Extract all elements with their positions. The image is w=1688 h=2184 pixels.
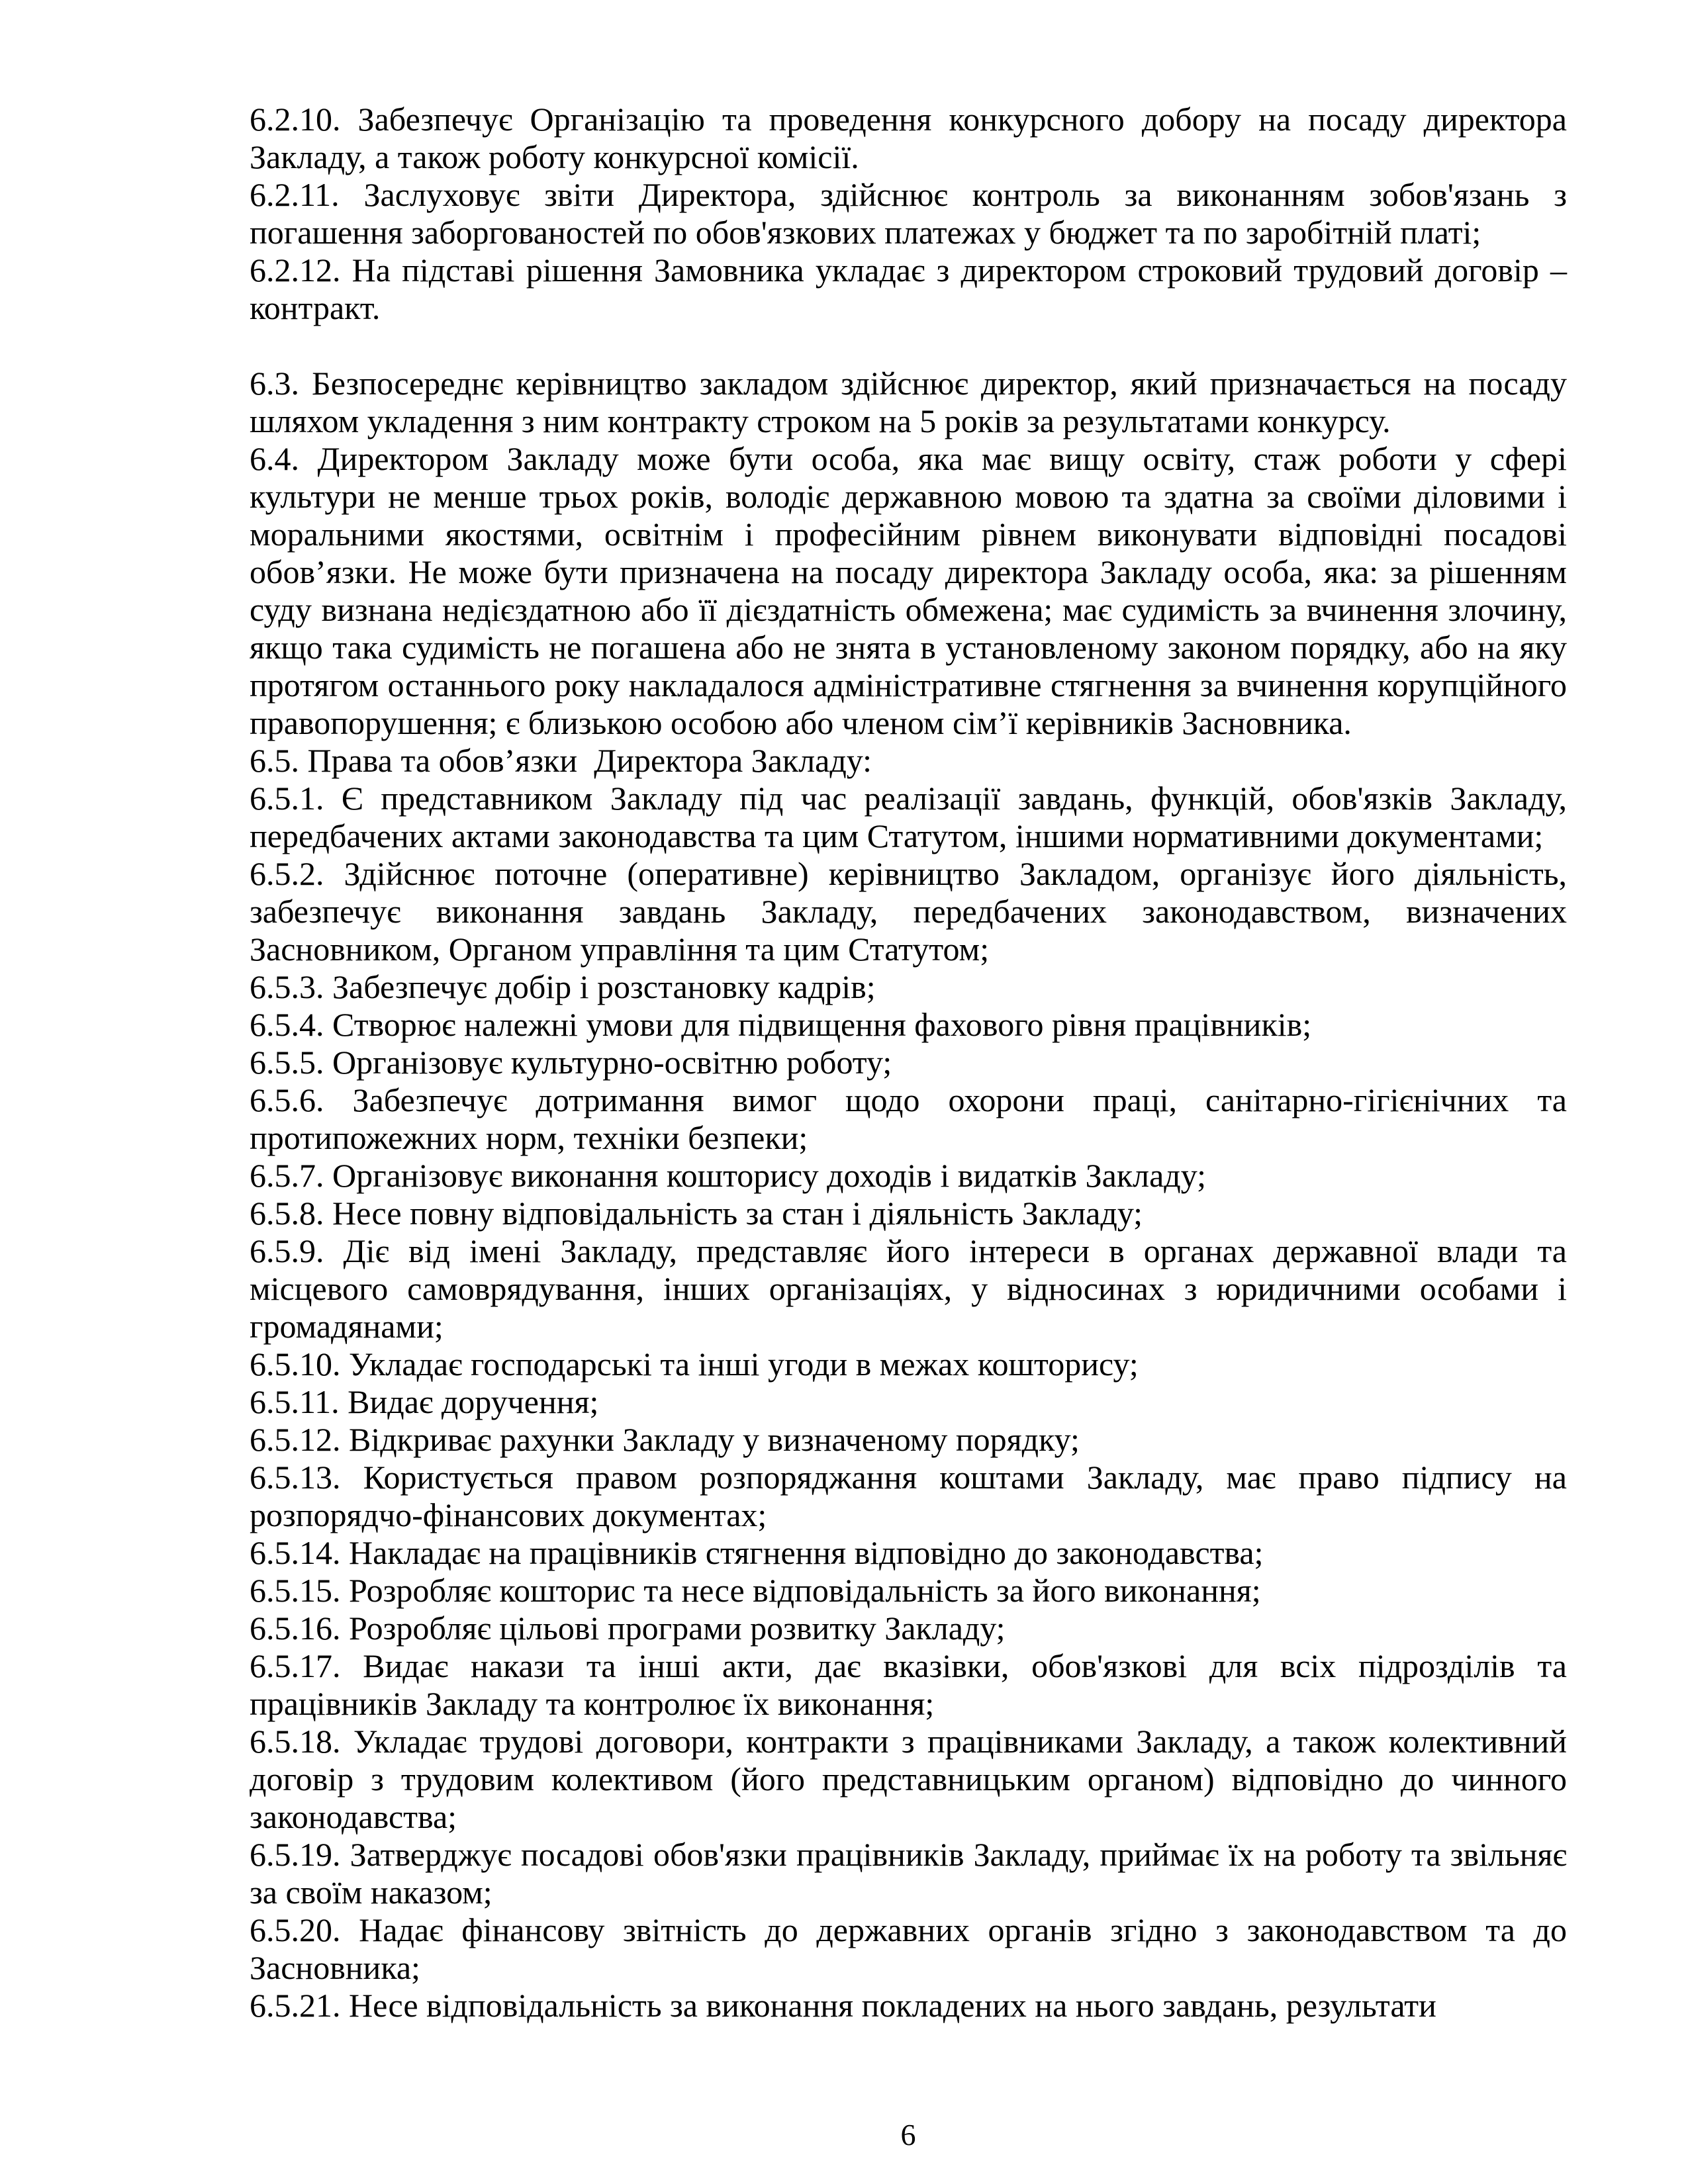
paragraph-6-2-10: 6.2.10. Забезпечує Організацію та проведення конкурсного добору на посаду директора Закладу, а також роботу конкурсної комісії. [250,101,1567,175]
paragraph-6-5-10: 6.5.10. Укладає господарські та інші угоди в межах кошторису; [250,1345,1139,1383]
statute-text-block [250,101,1567,2025]
paragraph-6-5-18: 6.5.18. Укладає трудові договори, контракти з працівниками Закладу, а також колективний договір з трудовим колективом (його представницьким органом) відповідно до чинного законодавства; [250,1723,1567,1835]
paragraph-6-5: 6.5. Права та обов’язки Директора Закладу: [250,742,872,779]
paragraph-6-5-5: 6.5.5. Організовує культурно-освітню роботу; [250,1044,892,1081]
paragraph-6-5-14: 6.5.14. Накладає на працівників стягнення відповідно до законодавства; [250,1534,1264,1571]
paragraph-6-5-1: 6.5.1. Є представником Закладу під час реалізації завдань, функцій, обов'язків Закладу, передбачених актами законодавства та цим Статутом, іншими нормативними документами; [250,780,1567,854]
paragraph-6-5-15: 6.5.15. Розробляє кошторис та несе відповідальність за його виконання; [250,1572,1261,1609]
paragraph-6-2-11: 6.2.11. Заслуховує звіти Директора, здійснює контроль за виконанням зобов'язань з погашення заборгованостей по обов'язкових платежах у бюджет та по заробітній платі; [250,176,1567,251]
paragraph-6-5-7: 6.5.7. Організовує виконання кошторису доходів і видатків Закладу; [250,1157,1206,1194]
paragraph-6-2-12: 6.2.12. На підставі рішення Замовника укладає з директором строковий трудовий договір – контракт. [250,251,1567,326]
paragraph-6-5-8: 6.5.8. Несе повну відповідальність за стан і діяльність Закладу; [250,1195,1143,1232]
paragraph-6-5-9: 6.5.9. Діє від імені Закладу, представляє його інтереси в органах державної влади та місцевого самоврядування, інших організаціях, у відносинах з юридичними особами і громадянами; [250,1232,1567,1345]
paragraph-6-5-21: 6.5.21. Несе відповідальність за виконання покладених на нього завдань, результати [250,1987,1436,2024]
page-number: 6 [900,2118,916,2152]
paragraph-6-5-6: 6.5.6. Забезпечує дотримання вимог щодо охорони праці, санітарно-гігієнічних та протипожежних норм, техніки безпеки; [250,1081,1567,1156]
paragraph-6-4: 6.4. Директором Закладу може бути особа, яка має вищу освіту, стаж роботи у сфері культури не менше трьох років, володіє державною мовою та здатна за своїми діловими і моральними якостями, освітнім і професійним рівнем виконувати відповідні посадові обов’язки. Не може бути призначена на посаду директора Закладу особа, яка: за рішенням суду визнана недієздатною або її дієздатність обмежена; має судимість за вчинення злочину, якщо така судимість не погашена або не знята в установленому законом порядку, або на яку протягом останнього року накладалося адміністративне стягнення за вчинення корупційного правопорушення; є близькою особою або членом сім’ї керівників Засновника. [250,440,1567,741]
paragraph-6-5-19: 6.5.19. Затверджує посадові обов'язки працівників Закладу, приймає їх на роботу та звільняє за своїм наказом; [250,1836,1567,1911]
paragraph-6-5-16: 6.5.16. Розробляє цільові програми розвитку Закладу; [250,1610,1006,1647]
paragraph-6-5-11: 6.5.11. Видає доручення; [250,1383,599,1420]
paragraph-6-5-4: 6.5.4. Створює належні умови для підвищення фахового рівня працівників; [250,1006,1312,1043]
paragraph-6-5-12: 6.5.12. Відкриває рахунки Закладу у визначеному порядку; [250,1421,1080,1458]
paragraph-6-5-17: 6.5.17. Видає накази та інші акти, дає вказівки, обов'язкові для всіх підрозділів та працівників Закладу та контролює їх виконання; [250,1647,1567,1722]
paragraph-6-3: 6.3. Безпосереднє керівництво закладом здійснює директор, який призначається на посаду шляхом укладення з ним контракту строком на 5 років за результатами конкурсу. [250,365,1567,439]
paragraph-6-5-2: 6.5.2. Здійснює поточне (оперативне) керівництво Закладом, організує його діяльність, забезпечує виконання завдань Закладу, передбачених законодавством, визначених Засновником, Органом управління та цим Статутом; [250,855,1567,968]
paragraph-6-5-13: 6.5.13. Користується правом розпоряджання коштами Закладу, має право підпису на розпорядчо-фінансових документах; [250,1459,1567,1533]
paragraph-6-5-3: 6.5.3. Забезпечує добір і розстановку кадрів; [250,968,876,1005]
paragraph-6-5-20: 6.5.20. Надає фінансову звітність до державних органів згідно з законодавством та до Засновника; [250,1911,1567,1986]
